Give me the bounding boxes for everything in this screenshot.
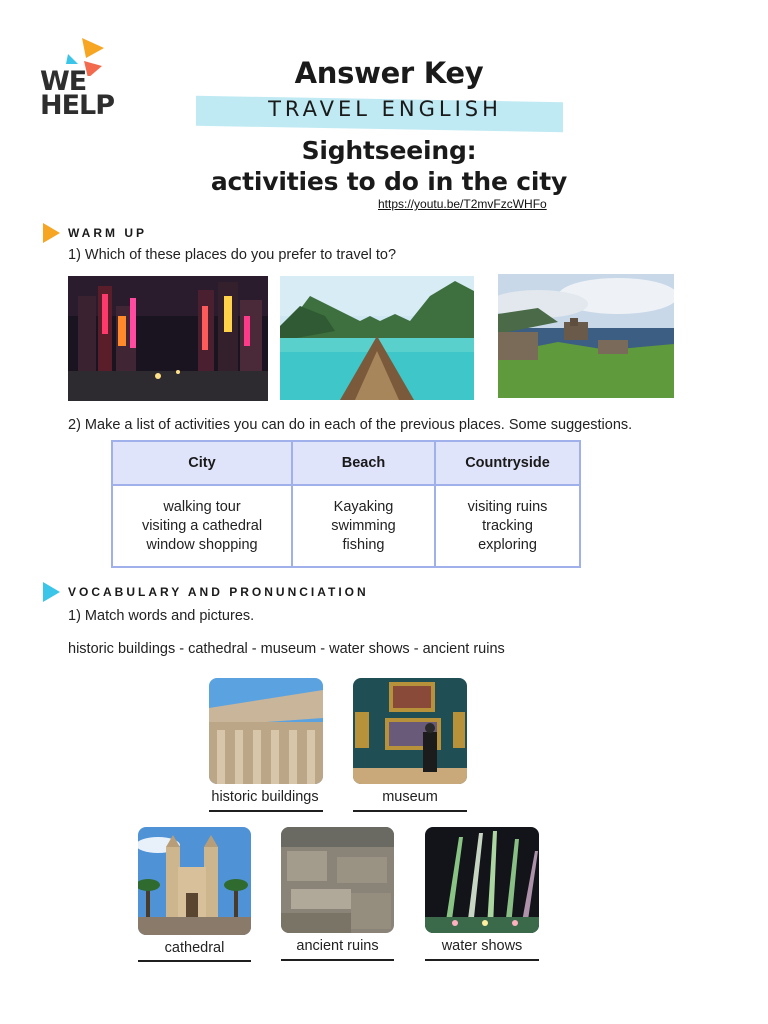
logo-text-help: HELP bbox=[40, 90, 115, 121]
water-shows-photo bbox=[425, 827, 539, 933]
table-header-beach: Beach bbox=[293, 442, 436, 486]
answer-line bbox=[425, 959, 539, 961]
page-subtitle: TRAVEL ENGLISH bbox=[268, 97, 502, 121]
museum-photo bbox=[353, 678, 467, 784]
table-cell-item: Kayaking bbox=[333, 498, 394, 515]
beach-photo bbox=[280, 276, 474, 400]
warmup-title: WARM UP bbox=[68, 226, 147, 240]
label-ancient-ruins: ancient ruins bbox=[296, 938, 379, 954]
table-cell-item: swimming bbox=[331, 517, 396, 534]
lesson-heading-line2: activities to do in the city bbox=[210, 167, 568, 196]
warmup-question-2: 2) Make a list of activities you can do in each of the previous places. Some suggestions. bbox=[68, 417, 633, 433]
lesson-heading bbox=[0, 135, 768, 197]
table-cell-item: tracking bbox=[482, 517, 533, 534]
table-cell-item: window shopping bbox=[146, 536, 258, 553]
historic-buildings-photo bbox=[209, 678, 323, 784]
lesson-heading-line1: Sightseeing: bbox=[301, 136, 477, 165]
logo-text-we: WE bbox=[40, 66, 87, 97]
label-historic-buildings: historic buildings bbox=[211, 789, 319, 805]
answer-line bbox=[281, 959, 394, 961]
page-title: Answer Key bbox=[294, 56, 484, 90]
countryside-photo bbox=[498, 274, 674, 398]
vocab-word-list: historic buildings - cathedral - museum - water shows - ancient ruins bbox=[68, 641, 505, 657]
label-water-shows: water shows bbox=[441, 938, 523, 954]
video-link[interactable]: https://youtu.be/T2mvFzcWHFo bbox=[378, 197, 547, 211]
vocab-title: VOCABULARY AND PRONUNCIATION bbox=[68, 585, 369, 599]
label-museum: museum bbox=[382, 789, 438, 805]
table-cell-item: walking tour bbox=[163, 498, 241, 515]
city-photo bbox=[68, 276, 268, 401]
label-cathedral: cathedral bbox=[164, 940, 225, 956]
table-cell-item: fishing bbox=[342, 536, 385, 553]
answer-line bbox=[353, 810, 467, 812]
ancient-ruins-photo bbox=[281, 827, 394, 933]
table-cell-item: visiting ruins bbox=[467, 498, 548, 515]
warmup-marker-icon bbox=[43, 223, 60, 243]
table-header-city: City bbox=[113, 442, 293, 486]
table-header-countryside: Countryside bbox=[436, 442, 579, 486]
warmup-question-1: 1) Which of these places do you prefer to travel to? bbox=[68, 247, 397, 263]
vocab-question-1: 1) Match words and pictures. bbox=[68, 608, 255, 624]
table-cell-beach bbox=[293, 486, 436, 566]
activities-table bbox=[111, 440, 581, 568]
cathedral-photo bbox=[138, 827, 251, 935]
answer-line bbox=[138, 960, 251, 962]
table-cell-city bbox=[113, 486, 293, 566]
table-cell-item: exploring bbox=[478, 536, 537, 553]
answer-line bbox=[209, 810, 323, 812]
table-cell-countryside bbox=[436, 486, 579, 566]
table-cell-item: visiting a cathedral bbox=[141, 517, 263, 534]
vocab-marker-icon bbox=[43, 582, 60, 602]
